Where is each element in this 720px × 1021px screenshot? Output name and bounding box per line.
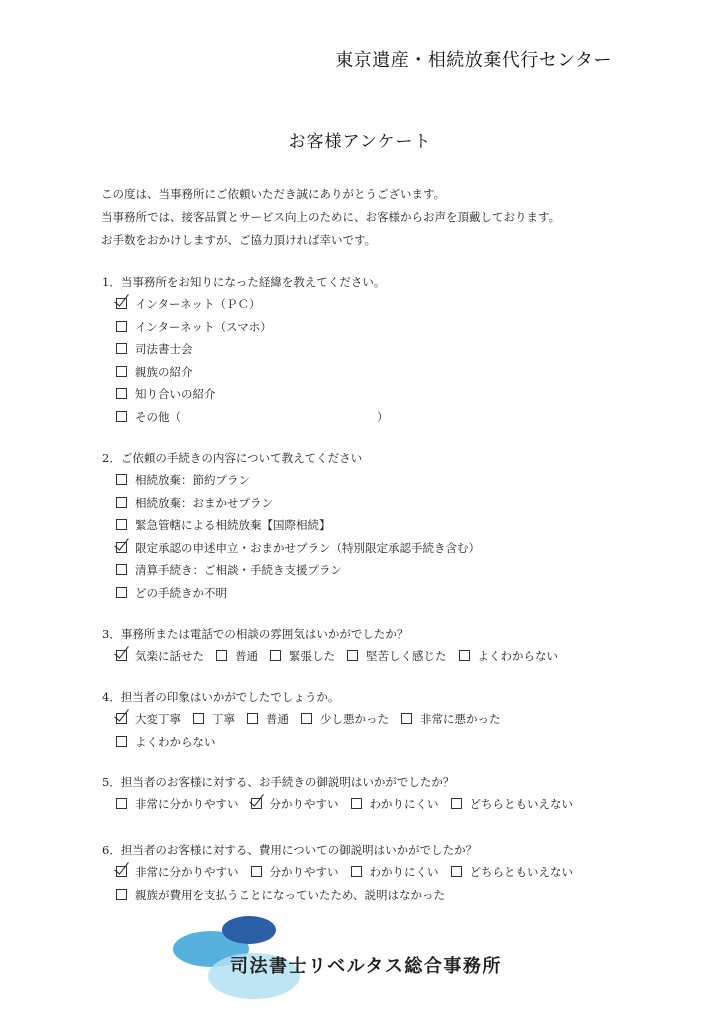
option[interactable]	[251, 861, 339, 884]
question-4	[102, 686, 513, 753]
question-title: 2．ご依頼の手続きの内容について教えてください	[102, 451, 363, 465]
checkbox-icon[interactable]	[116, 388, 127, 399]
option-label: 限定承認の申述申立・おまかせプラン（特別限定承認手続き含む）	[135, 540, 480, 555]
question-6	[102, 839, 585, 906]
option-row	[102, 383, 401, 406]
checkbox-checked-icon[interactable]	[116, 542, 127, 553]
option-row	[102, 884, 585, 907]
option[interactable]	[451, 793, 574, 816]
checkbox-icon[interactable]	[270, 650, 281, 661]
option[interactable]	[270, 645, 335, 668]
option-label: 緊急管轄による相続放棄【国際相続】	[135, 518, 331, 532]
checkbox-icon[interactable]	[351, 866, 362, 877]
option-label: インターネット（ＰＣ）	[135, 297, 261, 311]
checkbox-icon[interactable]	[351, 798, 362, 809]
checkbox-icon[interactable]	[116, 321, 127, 332]
option[interactable]	[459, 645, 559, 668]
checkbox-checked-icon[interactable]	[116, 650, 127, 661]
option[interactable]	[116, 514, 331, 537]
checkbox-icon[interactable]	[116, 564, 127, 575]
question-title: 4．担当者の印象はいかがでしたでしょうか。	[102, 690, 340, 704]
checkbox-icon[interactable]	[116, 587, 127, 598]
option-row	[102, 338, 401, 361]
checkbox-icon[interactable]	[193, 713, 204, 724]
checkbox-icon[interactable]	[116, 798, 127, 809]
option[interactable]	[351, 861, 439, 884]
option-label: 分かりやすい	[269, 797, 339, 811]
option-label: 大変丁寧	[135, 712, 181, 726]
option[interactable]	[401, 708, 501, 731]
option[interactable]	[116, 731, 216, 754]
option-label: 清算手続き：ご相談・手続き支援プラン	[135, 563, 342, 577]
option[interactable]	[451, 861, 574, 884]
checkbox-icon[interactable]	[116, 497, 127, 508]
option[interactable]	[116, 559, 342, 582]
option[interactable]	[247, 708, 289, 731]
option[interactable]	[116, 316, 272, 339]
question-title: 5．担当者のお客様に対する、お手続きの御説明はいかがでしたか？	[102, 775, 455, 789]
option-row	[102, 469, 492, 492]
checkbox-icon[interactable]	[116, 411, 127, 422]
question-1	[102, 271, 401, 428]
option-label: どちらともいえない	[469, 865, 573, 879]
option-label: 気楽に話せた	[135, 649, 204, 663]
checkbox-checked-icon[interactable]	[116, 713, 127, 724]
option-row	[102, 316, 401, 339]
option[interactable]	[347, 645, 447, 668]
option-row	[102, 708, 513, 731]
option-label: 緊張した	[289, 649, 335, 663]
checkbox-checked-icon[interactable]	[116, 298, 127, 309]
checkbox-icon[interactable]	[251, 866, 262, 877]
option[interactable]	[251, 793, 339, 816]
firm-name: 司法書士リベルタス総合事務所	[230, 956, 502, 977]
checkbox-icon[interactable]	[116, 889, 127, 900]
question-3	[102, 623, 570, 668]
option[interactable]	[116, 469, 250, 492]
option-row	[102, 731, 513, 754]
option-label: わかりにくい	[369, 797, 439, 811]
firm-logo	[170, 914, 550, 1009]
option-label: 親族の紹介	[135, 364, 193, 379]
option-label: 非常に分かりやすい	[135, 797, 239, 811]
option-label: どの手続きか不明	[135, 585, 227, 600]
logo-circle-icon	[222, 916, 276, 944]
option[interactable]	[116, 537, 480, 560]
option-label: 堅苦しく感じた	[366, 649, 447, 663]
option-label: よくわからない	[135, 734, 216, 749]
checkbox-icon[interactable]	[216, 650, 227, 661]
option-label: よくわからない	[477, 649, 558, 663]
option-row	[102, 645, 570, 668]
option-row	[102, 361, 401, 384]
checkbox-icon[interactable]	[116, 736, 127, 747]
question-title: 6．担当者のお客様に対する、費用についての御説明はいかがでしたか？	[102, 843, 478, 857]
option-label: 普通	[235, 649, 258, 663]
checkbox-icon[interactable]	[247, 713, 258, 724]
option[interactable]	[116, 582, 227, 605]
option-label: 非常に悪かった	[420, 712, 501, 726]
checkbox-icon[interactable]	[116, 366, 127, 377]
checkbox-icon[interactable]	[347, 650, 358, 661]
option-row	[102, 293, 401, 316]
option-label: 親族が費用を支払うことになっていたため、説明はなかった	[135, 887, 446, 902]
checkbox-icon[interactable]	[459, 650, 470, 661]
option[interactable]	[116, 708, 181, 731]
checkbox-icon[interactable]	[451, 866, 462, 877]
checkbox-icon[interactable]	[116, 474, 127, 485]
intro-line: お手数をおかけしますが、ご協力頂ければ幸いです。	[101, 233, 377, 247]
option-label: インターネット（スマホ）	[135, 319, 272, 334]
option-row	[102, 514, 492, 537]
option[interactable]	[216, 645, 258, 668]
option[interactable]	[116, 492, 273, 515]
option-label: 丁寧	[212, 712, 235, 726]
checkbox-checked-icon[interactable]	[251, 798, 262, 809]
option[interactable]	[116, 645, 204, 668]
option[interactable]	[301, 708, 389, 731]
option-label: 非常に分かりやすい	[135, 865, 239, 879]
option-row	[102, 492, 492, 515]
checkbox-icon[interactable]	[301, 713, 312, 724]
checkbox-icon[interactable]	[116, 519, 127, 530]
option-label: 分かりやすい	[269, 865, 339, 879]
option-label: どちらともいえない	[469, 797, 573, 811]
option-label: 相続放棄：おまかせプラン	[135, 495, 273, 510]
option-label: わかりにくい	[369, 865, 439, 879]
option[interactable]	[116, 293, 260, 316]
question-title: 1．当事務所をお知りになった経緯を教えてください。	[102, 275, 386, 289]
option[interactable]	[116, 361, 193, 384]
question-2	[102, 447, 492, 604]
intro-line: 当事務所では、接客品質とサービス向上のために、お客様からお声を頂戴しております。	[101, 210, 561, 224]
option-other[interactable]	[116, 406, 389, 429]
option-suffix: ）	[377, 409, 389, 424]
option[interactable]	[116, 884, 445, 907]
option-label: 相続放棄：節約プラン	[135, 473, 250, 487]
option[interactable]	[351, 793, 439, 816]
checkbox-checked-icon[interactable]	[116, 866, 127, 877]
intro-text	[101, 183, 560, 252]
option-row	[102, 559, 492, 582]
page-title: お客様アンケート	[288, 132, 432, 152]
option[interactable]	[116, 793, 239, 816]
option[interactable]	[116, 383, 216, 406]
option[interactable]	[193, 708, 235, 731]
option-label: その他（	[135, 409, 181, 424]
checkbox-icon[interactable]	[401, 713, 412, 724]
option-row	[102, 861, 585, 884]
question-5	[102, 771, 585, 816]
checkbox-icon[interactable]	[451, 798, 462, 809]
option-label: 司法書士会	[135, 342, 193, 356]
checkbox-icon[interactable]	[116, 343, 127, 354]
option-label: 普通	[266, 712, 289, 726]
option-row	[102, 406, 401, 429]
option[interactable]	[116, 338, 193, 361]
question-title: 3．事務所または電話での相談の雰囲気はいかがでしたか？	[102, 627, 409, 641]
option-row	[102, 537, 492, 560]
option-row	[102, 793, 585, 816]
option[interactable]	[116, 861, 239, 884]
intro-line: この度は、当事務所にご依頼いただき誠にありがとうございます。	[101, 187, 446, 201]
option-label: 知り合いの紹介	[135, 387, 216, 401]
option-label: 少し悪かった	[320, 712, 389, 726]
organization-name: 東京遺産・相続放棄代行センター	[335, 50, 612, 71]
option-row	[102, 582, 492, 605]
